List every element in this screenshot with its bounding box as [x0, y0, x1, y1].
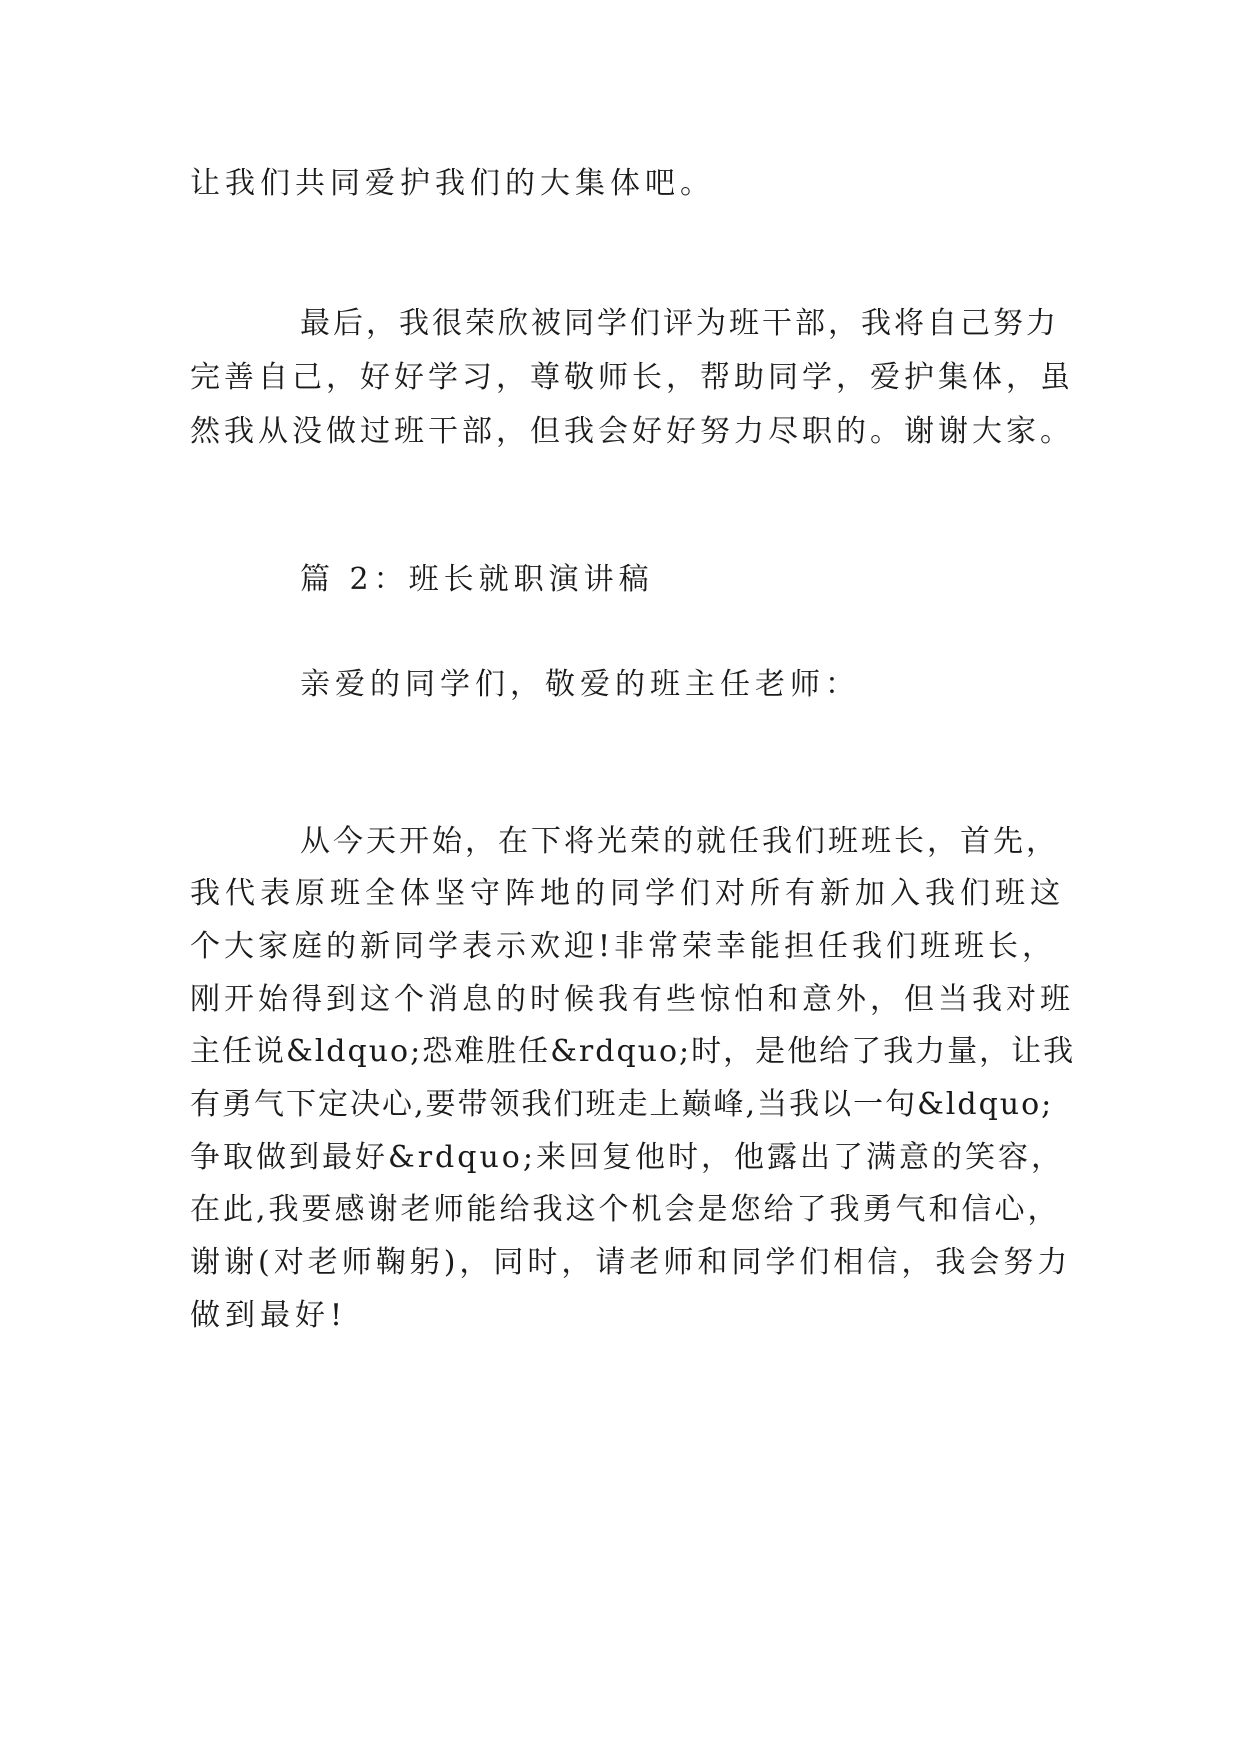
- paragraph-3-line-8: 在此,我要感谢老师能给我这个机会是您给了我勇气和信心，: [190, 1192, 1061, 1227]
- paragraph-3-line-4: 刚开始得到这个消息的时候我有些惊怕和意外，但当我对班: [190, 982, 1074, 1017]
- paragraph-3-line-9: 谢谢(对老师鞠躬)，同时，请老师和同学们相信，我会努力: [190, 1245, 1072, 1280]
- paragraph-3-line-3: 个大家庭的新同学表示欢迎!非常荣幸能担任我们班班长，: [190, 929, 1057, 964]
- paragraph-2-line-1: 最后，我很荣欣被同学们评为班干部，我将自己努力: [300, 306, 1059, 341]
- paragraph-3-line-1: 从今天开始，在下将光荣的就任我们班班长，首先，: [300, 824, 1059, 859]
- paragraph-3-line-5: 主任说&ldquo;恐难胜任&rdquo;时，是他给了我力量，让我: [190, 1034, 1076, 1069]
- paragraph-1-line-1: 让我们共同爱护我们的大集体吧。: [190, 166, 715, 201]
- section-heading: 篇 2：班长就职演讲稿: [300, 562, 654, 597]
- paragraph-3-line-7: 争取做到最好&rdquo;来回复他时，他露出了满意的笑容，: [190, 1140, 1064, 1175]
- paragraph-3-line-2: 我代表原班全体坚守阵地的同学们对所有新加入我们班这: [190, 876, 1065, 911]
- paragraph-3-line-10: 做到最好!: [190, 1298, 348, 1333]
- paragraph-2-line-2: 完善自己，好好学习，尊敬师长，帮助同学，爱护集体，虽: [190, 360, 1074, 395]
- paragraph-3-line-6: 有勇气下定决心,要带领我们班走上巅峰,当我以一句&ldquo;: [190, 1087, 1054, 1122]
- paragraph-2-line-3: 然我从没做过班干部，但我会好好努力尽职的。谢谢大家。: [190, 414, 1074, 449]
- salutation: 亲爱的同学们，敬爱的班主任老师：: [300, 667, 860, 702]
